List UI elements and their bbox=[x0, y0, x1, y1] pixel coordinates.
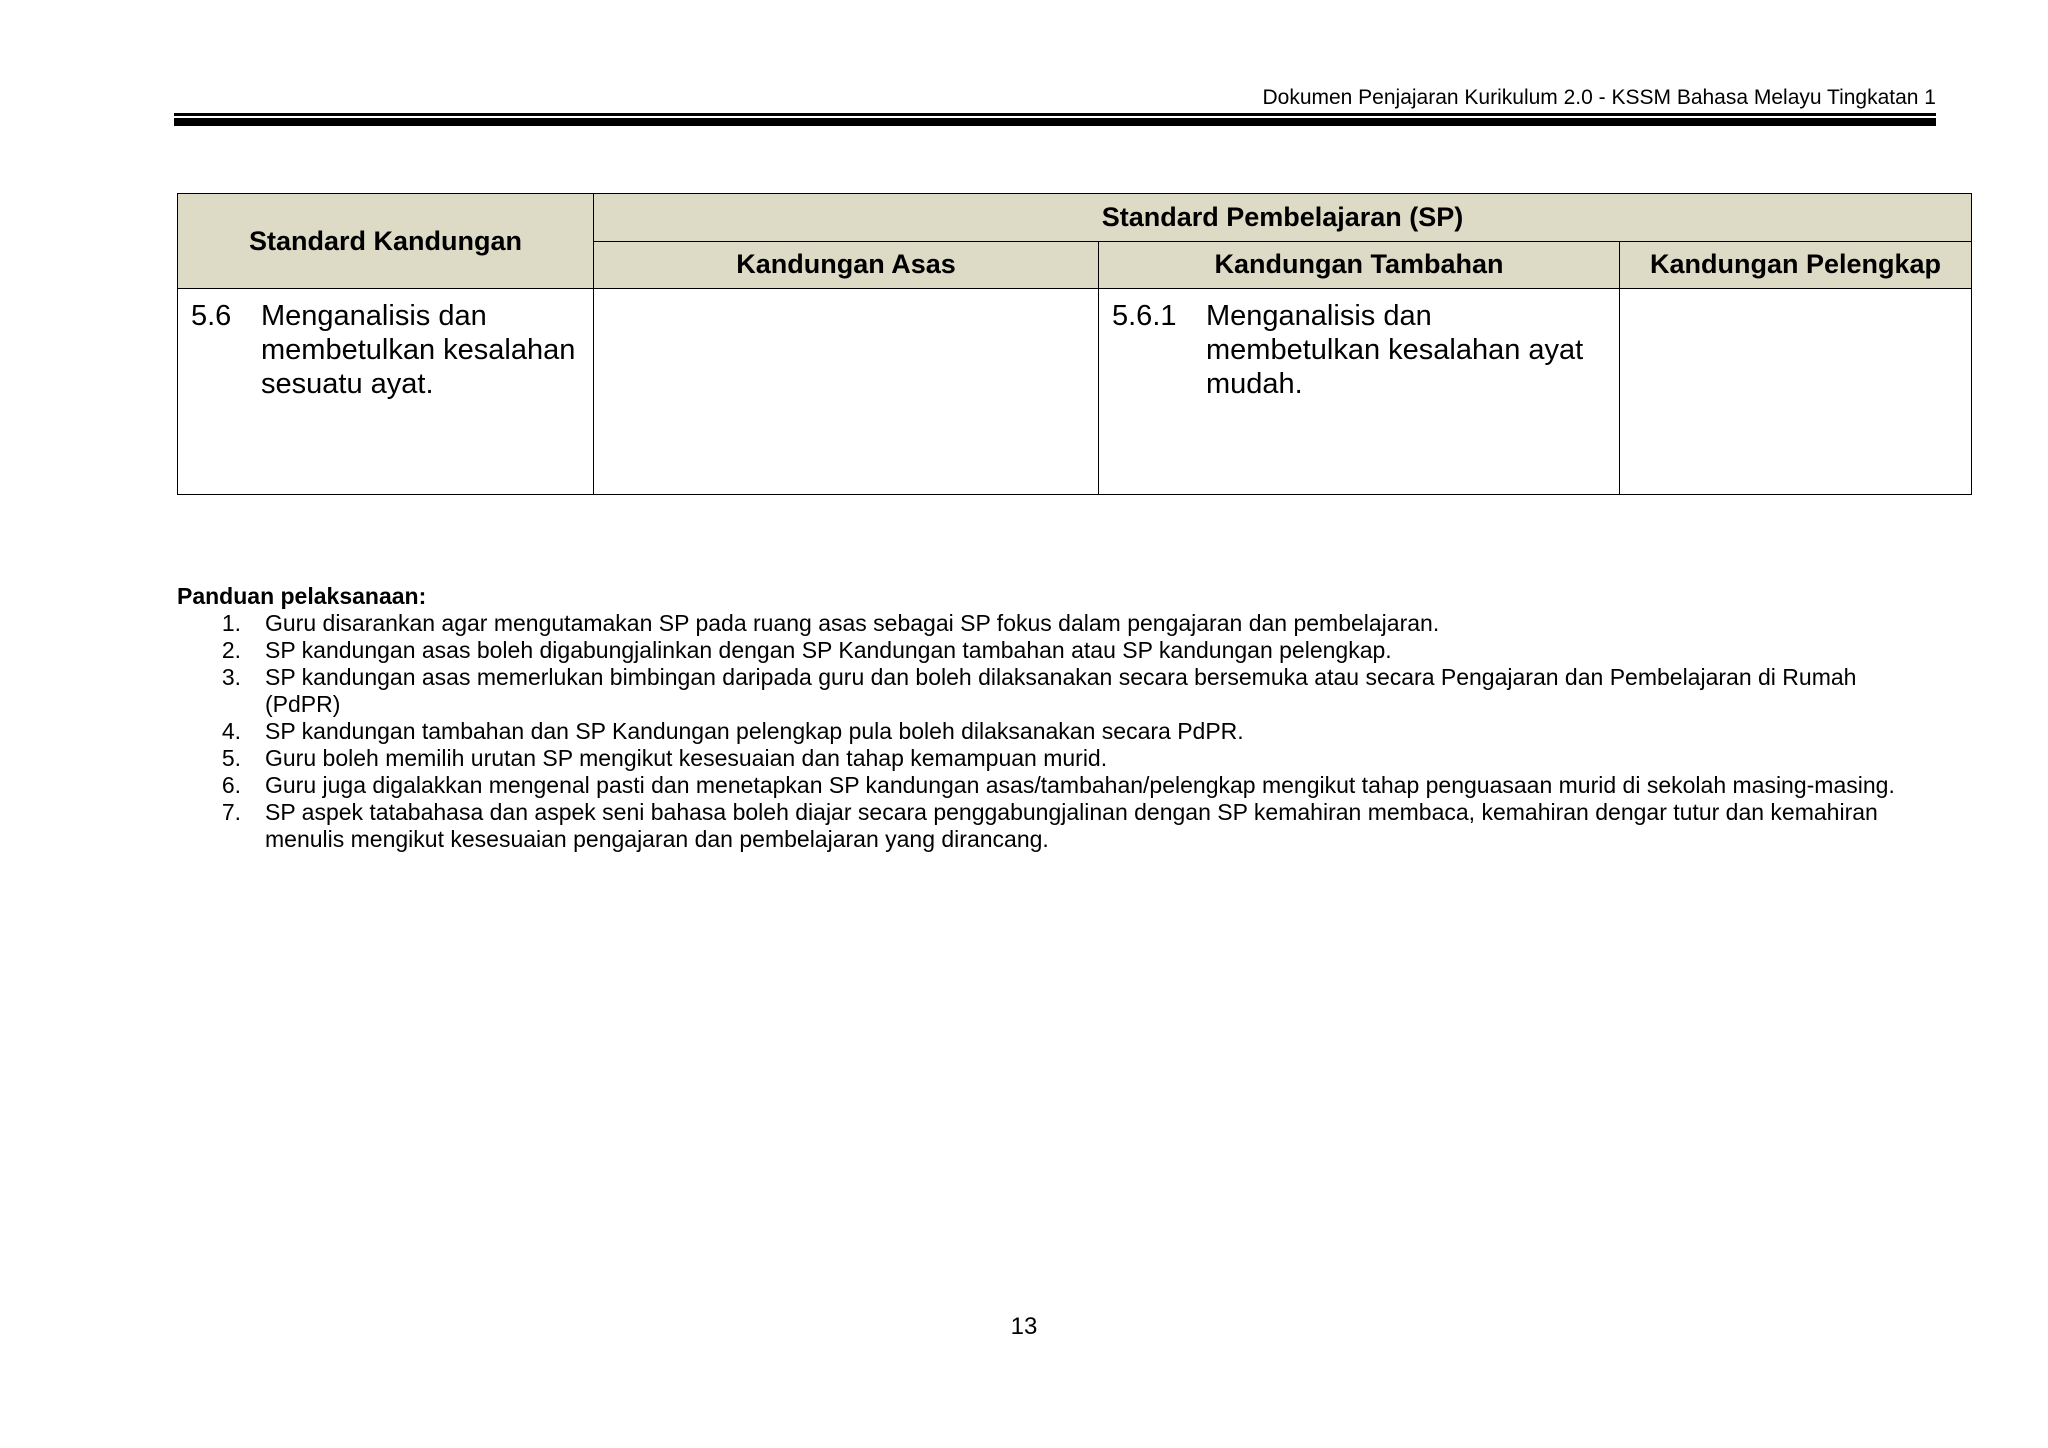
running-header: Dokumen Penjajaran Kurikulum 2.0 - KSSM Bahasa Melayu Tingkatan 1 bbox=[1262, 86, 1936, 109]
header-rule-thin bbox=[174, 113, 1936, 116]
header-standard-pembelajaran: Standard Pembelajaran (SP) bbox=[594, 194, 1972, 242]
item-number: 5. bbox=[221, 745, 241, 771]
guidance-title: Panduan pelaksanaan: bbox=[177, 583, 427, 609]
guidance-list bbox=[177, 610, 1937, 853]
item-number: 4. bbox=[221, 718, 241, 744]
header-standard-kandungan: Standard Kandungan bbox=[178, 194, 594, 289]
item-text: Guru disarankan agar mengutamakan SP pada ruang asas sebagai SP fokus dalam pengajaran dan pembelajaran. bbox=[265, 610, 1440, 636]
list-item bbox=[177, 799, 1937, 853]
sk-text: Menganalisis dan membetulkan kesalahan sesuatu ayat. bbox=[261, 300, 576, 400]
header-kandungan-asas: Kandungan Asas bbox=[594, 241, 1099, 289]
item-number: 7. bbox=[221, 799, 241, 825]
cell-kandungan-asas bbox=[594, 289, 1099, 495]
cell-standard-kandungan bbox=[178, 289, 594, 495]
list-item bbox=[177, 637, 1937, 664]
table-row bbox=[178, 289, 1972, 495]
list-item bbox=[177, 664, 1937, 718]
item-text: SP kandungan asas boleh digabungjalinkan dengan SP Kandungan tambahan atau SP kandungan pelengkap. bbox=[265, 637, 1392, 663]
guidance-section bbox=[177, 582, 1937, 853]
sk-number: 5.6 bbox=[191, 300, 232, 332]
page-number: 13 bbox=[1010, 1313, 1038, 1340]
item-number: 2. bbox=[221, 637, 241, 663]
item-number: 6. bbox=[221, 772, 241, 798]
list-item bbox=[177, 718, 1937, 745]
item-text: Guru juga digalakkan mengenal pasti dan menetapkan SP kandungan asas/tambahan/pelengkap mengikut tahap penguasaan murid di sekolah masing-masing. bbox=[265, 772, 1895, 798]
standards-table bbox=[177, 193, 1972, 495]
cell-kandungan-tambahan bbox=[1099, 289, 1620, 495]
list-item bbox=[177, 610, 1937, 637]
list-item bbox=[177, 772, 1937, 799]
item-number: 3. bbox=[221, 664, 241, 690]
item-text: SP kandungan tambahan dan SP Kandungan pelengkap pula boleh dilaksanakan secara PdPR. bbox=[265, 718, 1244, 744]
item-text: SP aspek tatabahasa dan aspek seni bahasa boleh diajar secara penggabungjalinan dengan SP kemahiran membaca, kemahiran dengar tutur dan kemahiran menulis mengikut kesesuaian pengajaran dan pembelajaran yang dirancang. bbox=[265, 799, 1878, 852]
sp-text: Menganalisis dan membetulkan kesalahan ayat mudah. bbox=[1206, 300, 1584, 400]
sp-number: 5.6.1 bbox=[1112, 300, 1177, 332]
item-text: SP kandungan asas memerlukan bimbingan daripada guru dan boleh dilaksanakan secara bersemuka atau secara Pengajaran dan Pembelajaran di Rumah (PdPR) bbox=[265, 664, 1857, 717]
list-item bbox=[177, 745, 1937, 772]
header-kandungan-pelengkap: Kandungan Pelengkap bbox=[1620, 241, 1972, 289]
header-rule-thick bbox=[174, 118, 1936, 126]
item-text: Guru boleh memilih urutan SP mengikut kesesuaian dan tahap kemampuan murid. bbox=[265, 745, 1108, 771]
header-kandungan-tambahan: Kandungan Tambahan bbox=[1099, 241, 1620, 289]
item-number: 1. bbox=[221, 610, 241, 636]
cell-kandungan-pelengkap bbox=[1620, 289, 1972, 495]
